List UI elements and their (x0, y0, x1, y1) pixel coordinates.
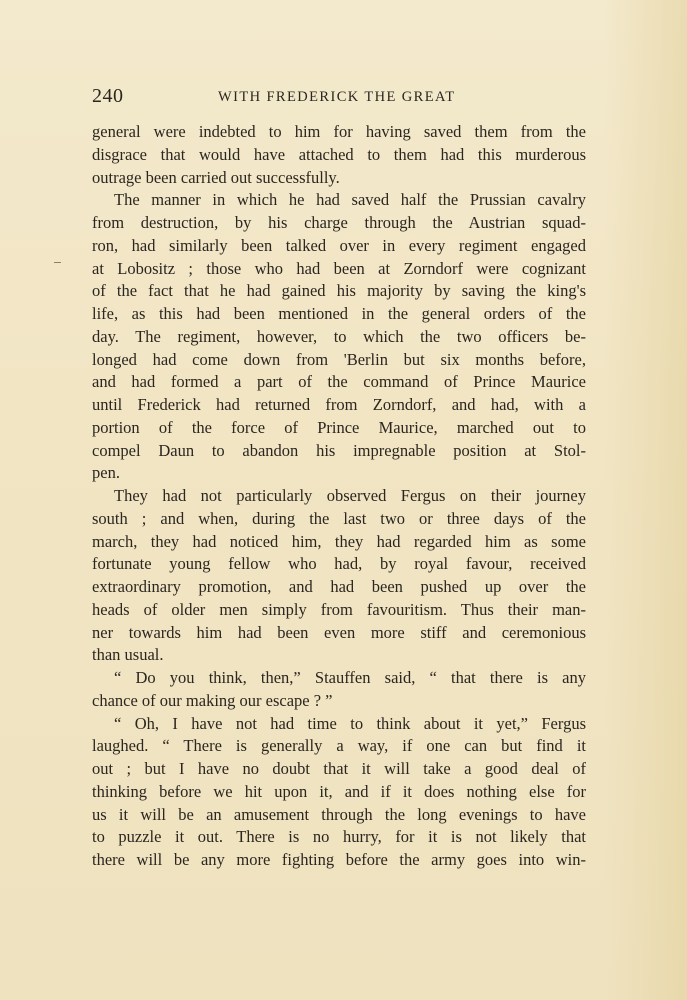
text-line: from destruction, by his charge through the Austrian squad- (92, 213, 586, 232)
text-line: to puzzle it out. There is no hurry, for it is not likely that (92, 827, 586, 847)
text-line: ner towards him had been even more stiff and ceremonious (92, 622, 586, 642)
text-line: fortunate young fellow who had, by royal favour, received (92, 554, 586, 574)
text-line: general were indebted to him for having saved them from the (92, 122, 586, 141)
text-line: laughed. “ There is generally a way, if one can but find it (92, 736, 586, 756)
text-line: us it will be an amusement through the long evenings to have (92, 804, 586, 824)
text-line: life, as this had been mentioned in the general orders of the (92, 304, 586, 323)
text-line: disgrace that would have attached to them had this murderous (92, 144, 586, 164)
text-line: thinking before we hit upon it, and if it does nothing else for (92, 781, 586, 801)
text-line: out ; but I have no doubt that it will take a good deal of (92, 759, 586, 778)
text-line: chance of our making our escape ? ” (92, 690, 333, 710)
text-line: portion of the force of Prince Maurice, marched out to (92, 417, 586, 437)
text-line: “ Do you think, then,” Stauffen said, “ that there is any (114, 668, 586, 687)
margin-mark (54, 262, 61, 263)
page-header (92, 84, 586, 108)
text-line: of the fact that he had gained his majority by saving the king's (92, 281, 586, 301)
text-line: “ Oh, I have not had time to think about it yet,” Fergus (114, 713, 586, 733)
text-line: and had formed a part of the command of Prince Maurice (92, 372, 586, 392)
text-line: The manner in which he had saved half the Prussian cavalry (114, 190, 586, 210)
text-line: than usual. (92, 645, 164, 665)
text-line: march, they had noticed him, they had regarded him as some (92, 531, 586, 551)
text-line: outrage been carried out successfully. (92, 167, 340, 187)
text-line: They had not particularly observed Fergus on their journey (114, 486, 586, 505)
text-line: heads of older men simply from favouritism. Thus their man- (92, 599, 586, 619)
text-line: extraordinary promotion, and had been pushed up over the (92, 577, 586, 596)
body-text (92, 121, 586, 872)
text-line: longed had come down from 'Berlin but six months before, (92, 349, 586, 369)
page-number: 240 (92, 85, 124, 107)
text-line: at Lobositz ; those who had been at Zorndorf were cognizant (92, 258, 586, 278)
running-title: WITH FREDERICK THE GREAT (218, 89, 456, 105)
text-line: there will be any more fighting before the army goes into win- (92, 850, 586, 869)
text-line: day. The regiment, however, to which the two officers be- (92, 326, 586, 346)
text-line: pen. (92, 463, 120, 483)
text-line: compel Daun to abandon his impregnable position at Stol- (92, 440, 586, 460)
text-line: south ; and when, during the last two or three days of the (92, 508, 586, 528)
text-line: until Frederick had returned from Zorndorf, and had, with a (92, 395, 586, 414)
text-line: ron, had similarly been talked over in every regiment engaged (92, 235, 586, 255)
